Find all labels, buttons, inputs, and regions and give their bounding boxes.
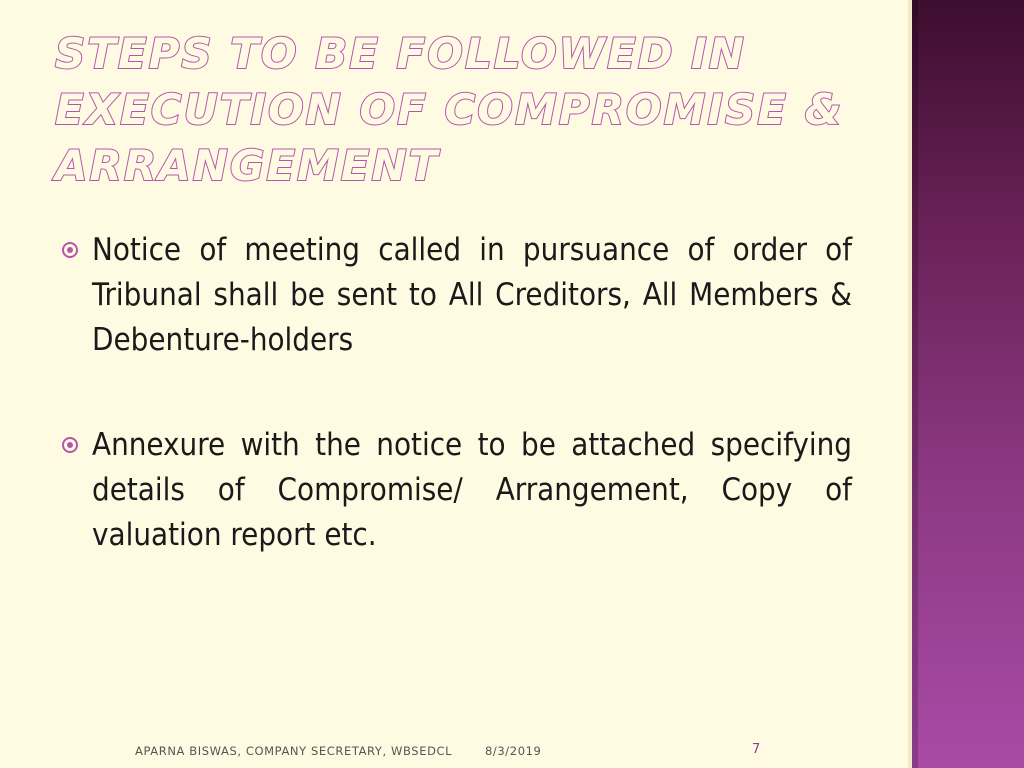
bullet-list (62, 228, 852, 558)
footer-author: APARNA BISWAS, COMPANY SECRETARY, WBSEDCL (135, 744, 453, 758)
circled-dot-icon (62, 437, 78, 453)
slide-title: STEPS TO BE FOLLOWED IN EXECUTION OF COMPROMISE & ARRANGEMENT (55, 29, 844, 190)
bullet-item-notice (62, 228, 852, 363)
slide-number: 7 (752, 742, 761, 757)
bullet-text: Annexure with the notice to be attached specifying details of Compromise/ Arrangement, Copy of valuation report etc. (92, 427, 852, 553)
circled-dot-icon (62, 242, 78, 258)
decorative-side-stripe (908, 0, 1024, 768)
bullet-text: Notice of meeting called in pursuance of order of Tribunal shall be sent to All Creditors, All Members & Debenture-holders (92, 232, 852, 358)
footer-date: 8/3/2019 (485, 744, 542, 758)
bullet-item-annexure (62, 423, 852, 558)
